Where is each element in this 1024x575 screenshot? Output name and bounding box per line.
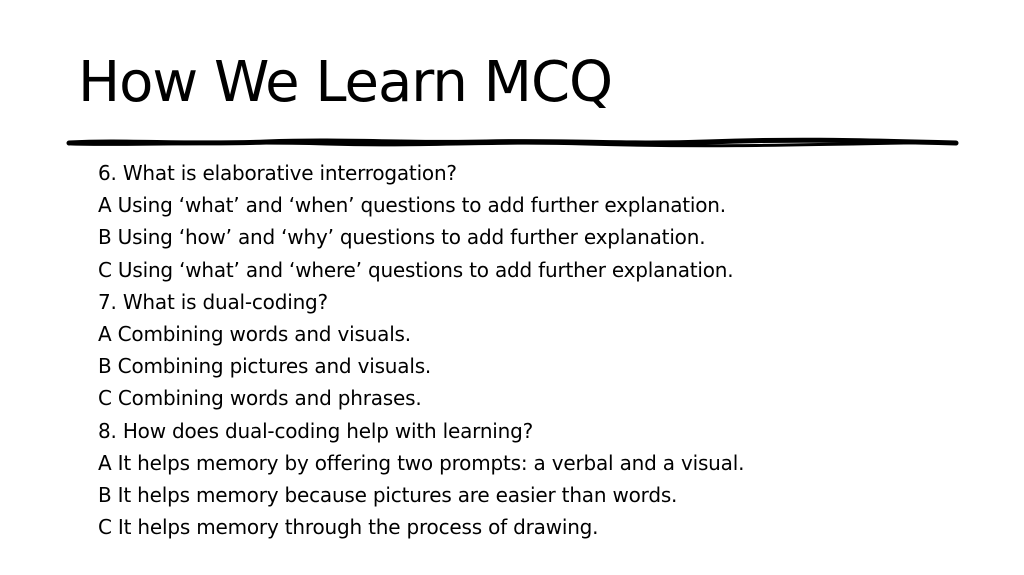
question-7-option-b: B Combining pictures and visuals.	[98, 354, 432, 379]
question-6-prompt: 6. What is elaborative interrogation?	[98, 161, 457, 185]
question-8-option-b: B It helps memory because pictures are easier than words.	[98, 483, 678, 508]
question-7-prompt: 7. What is dual-coding?	[98, 289, 328, 314]
slide-title: How We Learn MCQ	[78, 50, 613, 115]
question-6-option-c: C Using ‘what’ and ‘where’ questions to add further explanation.	[98, 257, 734, 282]
question-8-prompt: 8. How does dual-coding help with learning?	[98, 418, 534, 443]
question-6-option-b: B Using ‘how’ and ‘why’ questions to add further explanation.	[98, 225, 706, 250]
title-underline	[66, 134, 960, 152]
question-8-option-a: A It helps memory by offering two prompts: a verbal and a visual.	[98, 450, 745, 475]
question-7-option-c: C Combining words and phrases.	[98, 386, 422, 411]
question-6-option-a: A Using ‘what’ and ‘when’ questions to add further explanation.	[98, 193, 726, 218]
question-list	[98, 157, 744, 543]
question-8-option-c: C It helps memory through the process of drawing.	[98, 515, 599, 540]
question-7-option-a: A Combining words and visuals.	[98, 322, 411, 347]
